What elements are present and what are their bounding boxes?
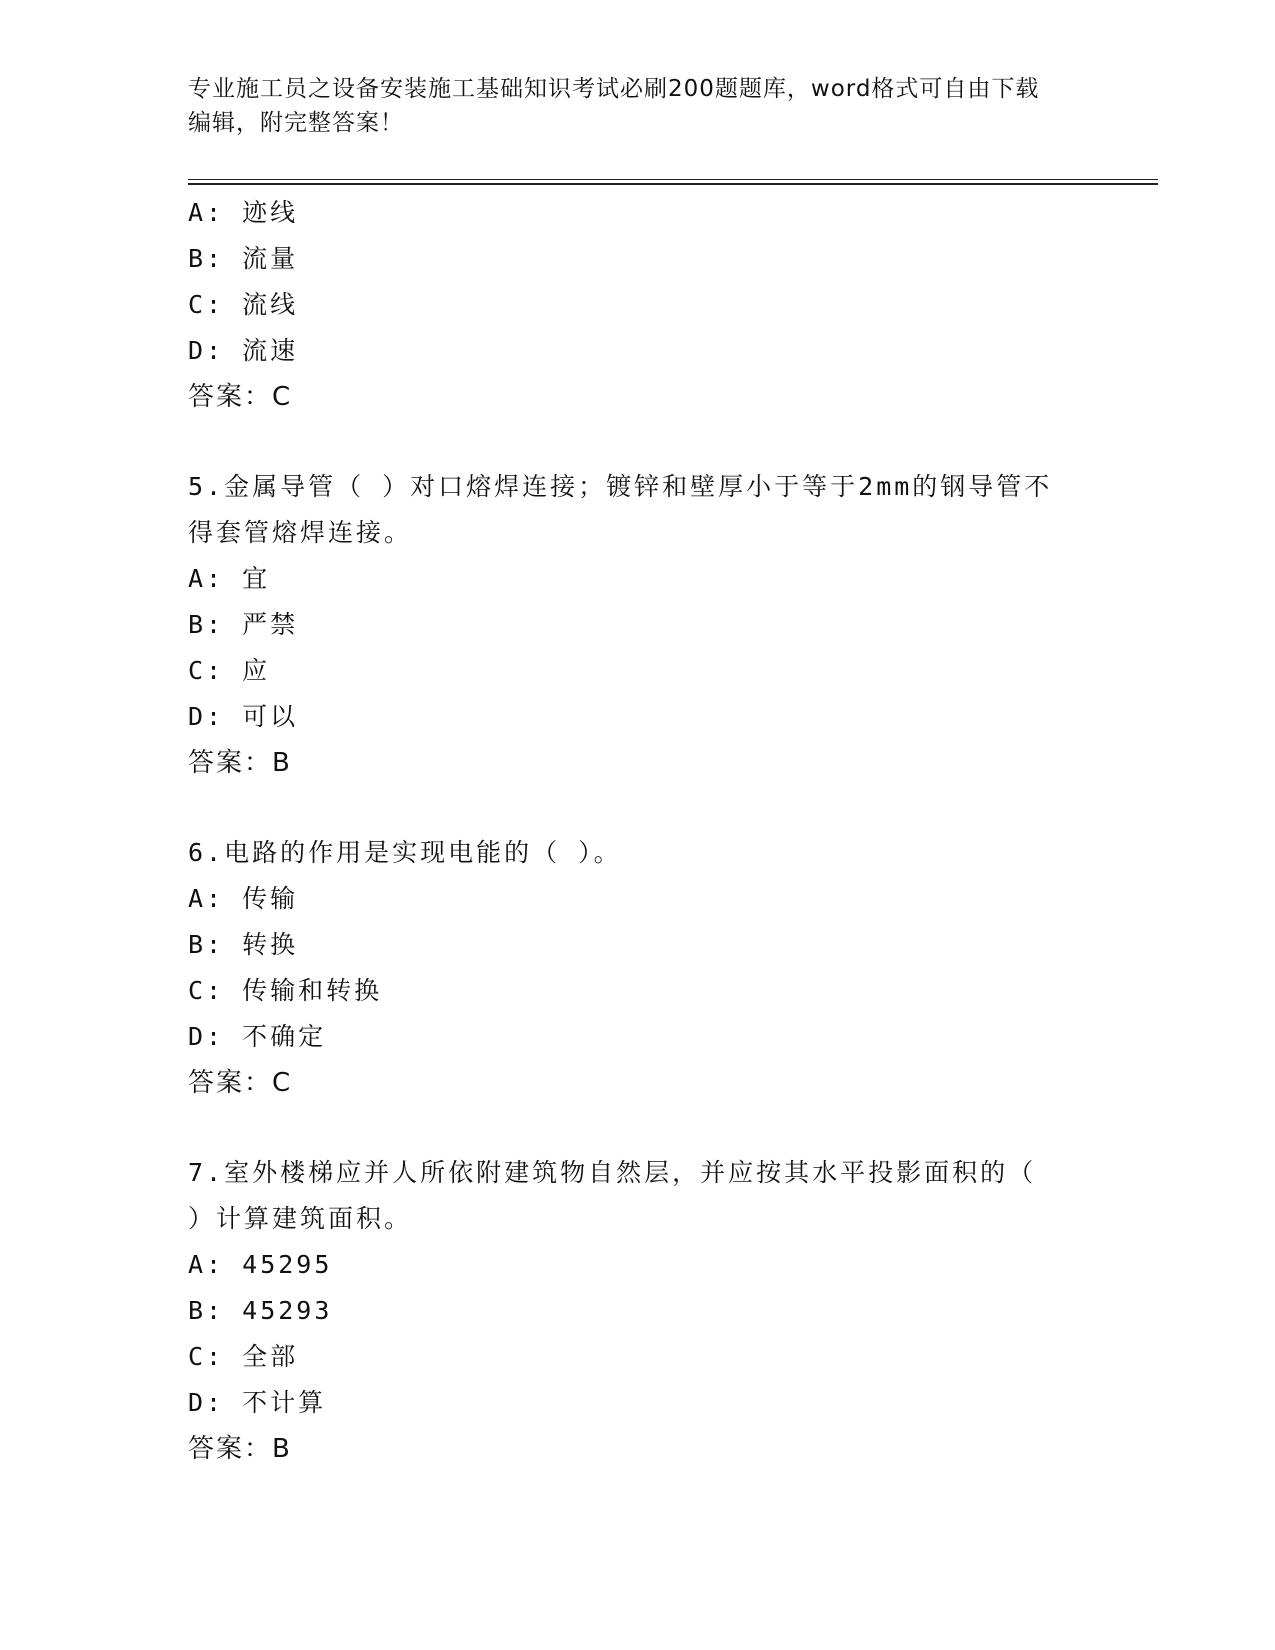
question-stem-continued: ）计算建筑面积。 xyxy=(188,1204,413,1233)
option-d: D: 不确定 xyxy=(188,1022,327,1051)
option-d: D: 可以 xyxy=(188,702,299,731)
question-4-block xyxy=(188,190,1088,420)
option-c: C: 全部 xyxy=(188,1342,299,1371)
option-c: C: 应 xyxy=(188,656,271,685)
question-stem: 6.电路的作用是实现电能的（ ）。 xyxy=(188,838,622,867)
option-a: A: 45295 xyxy=(188,1250,333,1279)
question-5-block xyxy=(188,464,1088,786)
option-c: C: 传输和转换 xyxy=(188,976,383,1005)
option-b: B: 转换 xyxy=(188,930,299,959)
header-divider-thin xyxy=(188,179,1158,180)
document-header xyxy=(188,72,1088,140)
question-stem: 5.金属导管（ ）对口熔焊连接；镀锌和壁厚小于等于2mm的钢导管不 xyxy=(188,472,1053,501)
option-a: A: 宜 xyxy=(188,564,271,593)
option-b: B: 45293 xyxy=(188,1296,333,1325)
option-a: A: 迹线 xyxy=(188,198,299,227)
option-c: C: 流线 xyxy=(188,290,299,319)
option-a: A: 传输 xyxy=(188,884,299,913)
option-d: D: 不计算 xyxy=(188,1388,327,1417)
answer: 答案：C xyxy=(188,1068,293,1098)
option-b: B: 流量 xyxy=(188,244,299,273)
option-b: B: 严禁 xyxy=(188,610,299,639)
question-list xyxy=(188,190,1088,1472)
question-stem-continued: 得套管熔焊连接。 xyxy=(188,518,413,547)
question-stem: 7.室外楼梯应并人所依附建筑物自然层，并应按其水平投影面积的（ xyxy=(188,1158,1037,1187)
question-6-block xyxy=(188,830,1088,1106)
header-line-2: 编辑，附完整答案！ xyxy=(188,110,404,136)
answer: 答案：B xyxy=(188,1434,292,1464)
question-7-block xyxy=(188,1150,1088,1472)
option-d: D: 流速 xyxy=(188,336,299,365)
answer: 答案：C xyxy=(188,382,293,412)
answer: 答案：B xyxy=(188,748,292,778)
header-line-1: 专业施工员之设备安装施工基础知识考试必刷200题题库，word格式可自由下载 xyxy=(188,76,1040,102)
header-divider-thick xyxy=(188,183,1158,185)
